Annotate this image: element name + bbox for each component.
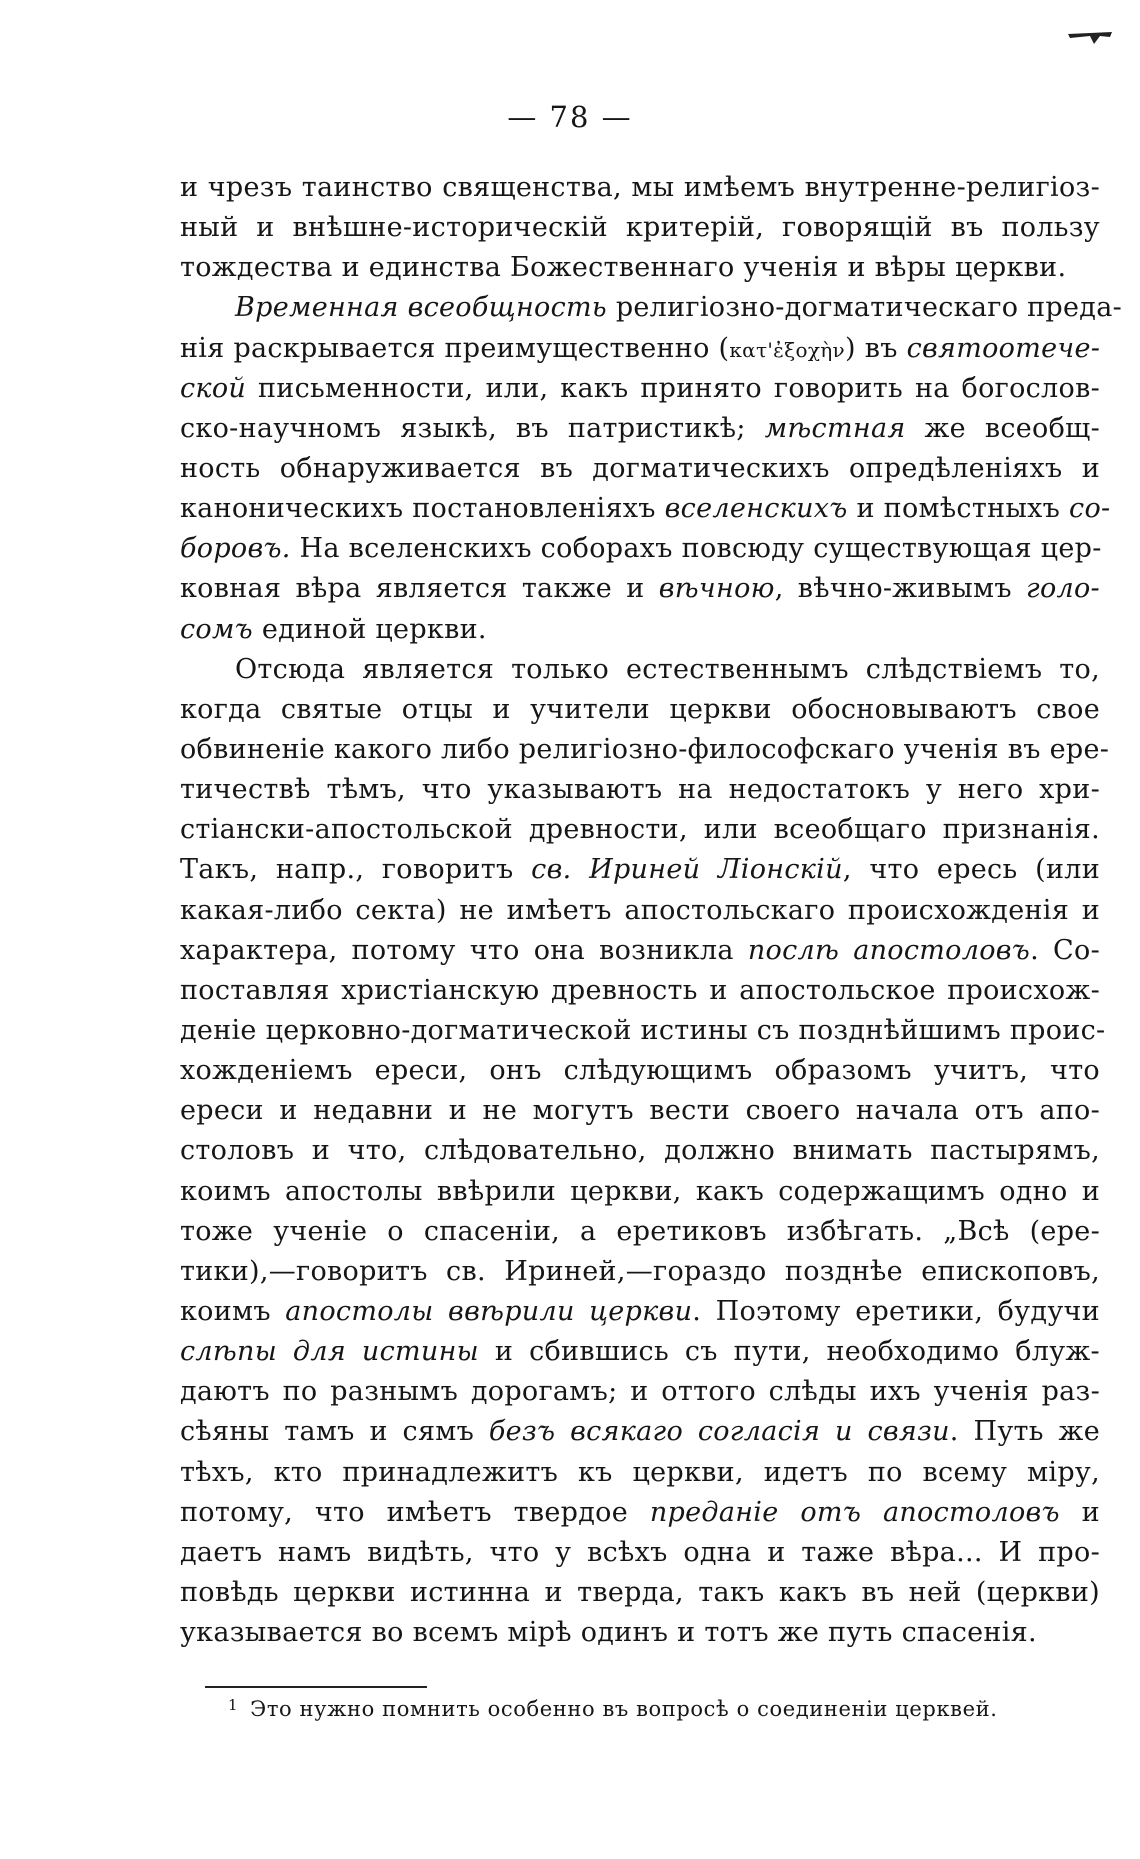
text-line — [180, 1131, 1100, 1171]
text-line — [180, 850, 1100, 890]
text-span: тичествѣ тѣмъ, что указываютъ на недостатокъ у него хри- — [180, 774, 1100, 806]
text-span: столовъ и что, слѣдовательно, должно внимать пастырямъ, — [180, 1135, 1100, 1167]
italic-span: вѣчною — [658, 573, 775, 605]
text-line — [180, 610, 1100, 650]
text-line — [180, 730, 1110, 770]
text-span: деніе церковно-догматической истины съ позднѣйшимъ проис- — [180, 1014, 1106, 1046]
italic-span: св. Ириней Ліонскій — [531, 854, 843, 886]
text-span: Отсюда является только естественнымъ слѣдствіемъ то, — [235, 653, 1100, 685]
italic-span: вселенскихъ — [664, 493, 848, 525]
text-line — [180, 1011, 1106, 1051]
footnote-rule — [205, 1686, 427, 1688]
text-span: . Путь же — [949, 1416, 1100, 1448]
text-line — [180, 1252, 1100, 1292]
italic-span: святоотече- — [906, 332, 1101, 364]
text-span: тики),—говоритъ св. Ириней,—гораздо позднѣе епископовъ, — [180, 1255, 1100, 1287]
text-line — [180, 1212, 1100, 1252]
italic-span: сомъ — [180, 613, 253, 645]
text-span: и помѣстныхъ — [847, 493, 1070, 525]
text-span: . Со- — [1030, 934, 1100, 966]
text-line — [180, 1453, 1100, 1493]
text-span: повѣдь церкви истинна и тверда, такъ какъ въ ней (церкви) — [180, 1576, 1100, 1608]
text-span: какая-либо секта) не имѣетъ апостольскаго происхожденія и — [180, 894, 1100, 926]
text-line — [180, 569, 1100, 609]
text-span: хожденіемъ ереси, онъ слѣдующимъ образомъ учитъ, что — [180, 1055, 1100, 1087]
text-span: ковная вѣра является также и — [180, 573, 659, 605]
italic-span: преданіе отъ апостоловъ — [649, 1496, 1060, 1528]
text-span: единой церкви. — [252, 613, 487, 645]
text-line — [180, 449, 1100, 489]
footnote-marker: 1 — [228, 1696, 239, 1714]
text-span: ско-научномъ языкѣ, въ патристикѣ; — [180, 412, 765, 444]
text-line — [180, 489, 1111, 529]
text-line — [180, 409, 1100, 449]
text-span: коимъ — [180, 1295, 286, 1327]
text-line — [180, 208, 1100, 248]
text-line — [180, 1533, 1100, 1573]
footnote-text: Это нужно помнить особенно въ вопросѣ о соединеніи церквей. — [250, 1697, 998, 1721]
text-span: же всеобщ- — [905, 412, 1100, 444]
text-line — [180, 650, 1100, 690]
text-span: ереси и недавни и не могутъ вести своего начала отъ апо- — [180, 1095, 1100, 1127]
text-line — [180, 690, 1100, 730]
text-line — [180, 1051, 1100, 1091]
italic-span: Временная всеобщность — [235, 292, 607, 324]
text-span: религіозно-догматическаго преда- — [606, 292, 1123, 324]
text-span: коимъ апостолы ввѣрили церкви, какъ содержащимъ одно и — [180, 1175, 1100, 1207]
italic-span: боровъ. — [180, 533, 291, 565]
italic-span: голо- — [1026, 573, 1100, 605]
text-line — [180, 329, 1100, 369]
text-span: ) въ — [845, 332, 907, 364]
text-line — [180, 891, 1100, 931]
text-span: характера, потому что она возникла — [180, 934, 748, 966]
text-line — [180, 1493, 1100, 1533]
text-span: ность обнаруживается въ догматическихъ опредѣленіяхъ и — [180, 452, 1100, 484]
text-span: когда святые отцы и учители церкви обосновываютъ свое — [180, 693, 1100, 725]
text-line — [180, 1573, 1100, 1613]
italic-span: ской — [180, 372, 247, 404]
text-line — [180, 1172, 1100, 1212]
text-span: и — [1059, 1496, 1100, 1528]
body-text — [180, 168, 1123, 1653]
text-span: поставляя христіанскую древность и апостольское происхож- — [180, 974, 1100, 1006]
text-line — [180, 1412, 1100, 1452]
text-line — [180, 288, 1123, 328]
italic-span: безъ всякаго согласія и связи — [488, 1416, 950, 1448]
text-span: сѣяны тамъ и сямъ — [180, 1416, 489, 1448]
text-line — [180, 931, 1100, 971]
text-span: . Поэтому еретики, будучи — [692, 1295, 1100, 1327]
italic-span: апостолы ввѣрили церкви — [285, 1295, 693, 1327]
text-line — [180, 770, 1100, 810]
text-span: потому, что имѣетъ твердое — [180, 1496, 650, 1528]
text-span: каноническихъ постановленіяхъ — [180, 493, 665, 525]
text-span: даютъ по разнымъ дорогамъ; и оттого слѣды ихъ ученія раз- — [180, 1376, 1100, 1408]
text-line — [180, 1372, 1100, 1412]
ink-smudge — [1060, 22, 1120, 52]
text-span: тѣхъ, кто принадлежитъ къ церкви, идетъ по всему міру, — [180, 1456, 1100, 1488]
greek-span: κατ'ἐξοχὴν — [729, 337, 845, 362]
text-span: тоже ученіе о спасеніи, а еретиковъ избѣгать. „Всѣ (ере- — [180, 1215, 1100, 1247]
text-line — [180, 810, 1100, 850]
text-span: и сбившись съ пути, необходимо блуж- — [478, 1336, 1100, 1368]
text-span: На вселенскихъ соборахъ повсюду существующая цер- — [290, 533, 1102, 565]
text-span: , что ересь (или — [842, 854, 1100, 886]
text-span: Такъ, напр., говоритъ — [180, 854, 532, 886]
text-span: письменности, или, какъ принято говорить на богослов- — [246, 372, 1100, 404]
text-span: нія раскрывается преимущественно ( — [180, 332, 730, 364]
text-span: , вѣчно-живымъ — [774, 573, 1026, 605]
footnote — [228, 1696, 998, 1721]
text-line — [180, 1332, 1100, 1372]
text-line — [180, 1292, 1100, 1332]
italic-span: мѣстная — [764, 412, 906, 444]
text-span: и чрезъ таинство священства, мы имѣемъ внутренне-религіоз- — [180, 172, 1100, 203]
text-span: даетъ намъ видѣть, что у всѣхъ одна и таже вѣра... И про- — [180, 1536, 1100, 1568]
text-span: стіански-апостольской древности, или всеобщаго признанія. — [180, 814, 1100, 846]
text-line — [180, 248, 1100, 288]
text-span: обвиненіе какого либо религіозно-философскаго ученія въ ере- — [180, 733, 1110, 765]
text-line — [180, 1091, 1100, 1131]
text-line — [180, 369, 1100, 409]
text-span: тождества и единства Божественнаго ученія и вѣры церкви. — [180, 252, 1067, 284]
text-span: указывается во всемъ мірѣ одинъ и тотъ же путь спасенія. — [180, 1617, 1037, 1649]
italic-span: послѣ апостоловъ — [747, 934, 1031, 966]
page-number: — 78 — — [507, 100, 633, 134]
text-line — [180, 529, 1100, 569]
text-line — [180, 168, 1100, 208]
text-line — [180, 971, 1100, 1011]
italic-span: со- — [1069, 493, 1111, 525]
text-span: ный и внѣшне-историческій критерій, говорящій въ пользу — [180, 212, 1100, 244]
text-line — [180, 1613, 1100, 1653]
italic-span: слѣпы для истины — [180, 1336, 479, 1368]
